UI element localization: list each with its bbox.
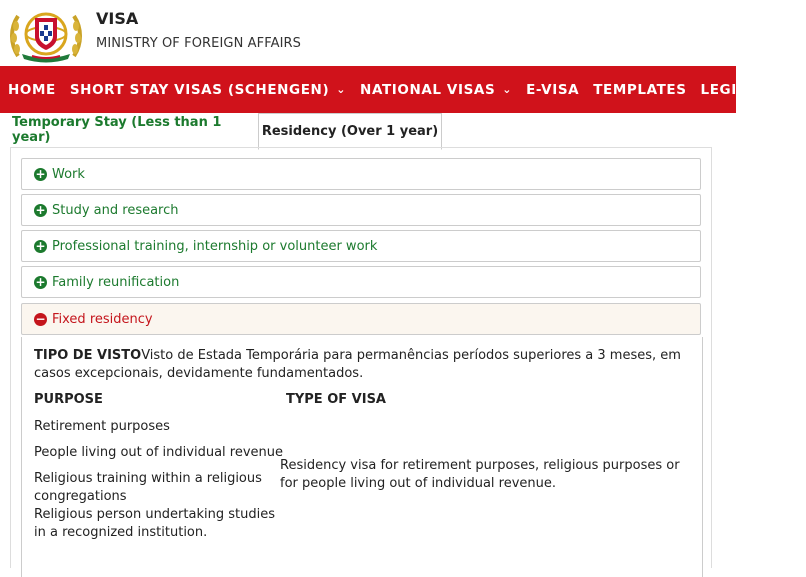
- accordion-professional-training[interactable]: [21, 230, 701, 262]
- site-title: VISA: [96, 9, 139, 28]
- purpose-item: Retirement purposes: [34, 419, 170, 434]
- type-of-visa-header: TYPE OF VISA: [286, 392, 386, 407]
- accordion-label: Fixed residency: [52, 311, 153, 327]
- type-of-visa-value: Residency visa for retirement purposes, religious purposes or for people living out of individual revenue.: [280, 458, 680, 491]
- plus-circle-icon: +: [35, 238, 46, 253]
- visa-type-label: TIPO DE VISTO: [34, 348, 142, 363]
- nav-home[interactable]: [8, 82, 56, 98]
- nav-label: E-VISA: [526, 81, 580, 98]
- stay-tabs: [8, 113, 728, 148]
- nav-short-stay-visas[interactable]: [70, 82, 346, 98]
- nav-label: TEMPLATES: [593, 81, 687, 98]
- main-nav: [0, 66, 806, 113]
- purpose-item: Religious training within a religious congregations: [34, 471, 262, 504]
- tab-residency[interactable]: Residency (Over 1 year): [258, 113, 442, 150]
- plus-circle-icon: +: [35, 202, 46, 217]
- accordion-family-reunification[interactable]: [21, 266, 701, 298]
- minus-circle-icon: −: [35, 311, 46, 326]
- chevron-down-icon: ⌄: [336, 83, 347, 96]
- purpose-header: PURPOSE: [34, 392, 103, 407]
- accordion-label: Professional training, internship or volunteer work: [52, 238, 378, 254]
- site-subtitle: MINISTRY OF FOREIGN AFFAIRS: [96, 36, 302, 51]
- nav-label: HOME: [8, 81, 56, 98]
- tab-temporary-stay[interactable]: Temporary Stay (Less than 1 year): [12, 115, 222, 145]
- visa-type-description: [34, 347, 684, 383]
- coat-of-arms-logo[interactable]: [8, 4, 84, 60]
- tab-panel: [10, 147, 712, 568]
- accordion-fixed-residency[interactable]: [21, 303, 701, 335]
- purpose-item: Religious person undertaking studies in a recognized institution.: [34, 507, 275, 540]
- plus-circle-icon: +: [35, 274, 46, 289]
- visa-type-text: Visto de Estada Temporária para permanências períodos superiores a 3 meses, em casos excepcionais, devidamente fundamentados.: [34, 348, 681, 381]
- accordion-study-research[interactable]: [21, 194, 701, 226]
- nav-label: SHORT STAY VISAS (SCHENGEN): [69, 81, 330, 98]
- nav-e-visa[interactable]: [526, 82, 579, 98]
- accordion-label: Family reunification: [52, 274, 180, 290]
- nav-national-visas[interactable]: [360, 82, 512, 98]
- nav-templates[interactable]: [593, 82, 686, 98]
- nav-label: NATIONAL VISAS: [360, 81, 496, 98]
- fixed-residency-content: [21, 337, 703, 577]
- nav-legislation[interactable]: [701, 82, 806, 98]
- accordion-work[interactable]: [21, 158, 701, 190]
- accordion-label: Work: [52, 166, 85, 182]
- nav-label: LEGISLATION: [700, 81, 806, 98]
- accordion-label: Study and research: [52, 202, 179, 218]
- chevron-down-icon: ⌄: [502, 83, 513, 96]
- plus-circle-icon: +: [35, 166, 46, 181]
- purpose-item: People living out of individual revenue: [34, 445, 284, 460]
- site-header: [0, 0, 736, 66]
